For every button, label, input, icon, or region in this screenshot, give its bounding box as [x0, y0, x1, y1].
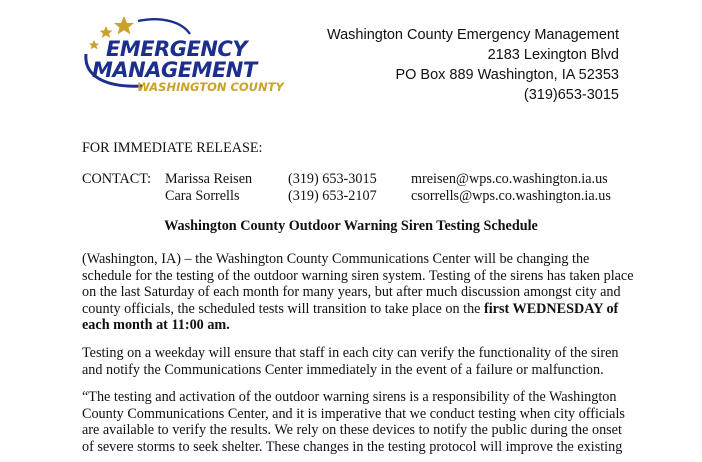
star-icon	[114, 16, 134, 35]
paragraph-line: (Washington, IA) – the Washington County Communications Center will be changing the	[82, 251, 590, 267]
org-name: Washington County Emergency Management	[326, 27, 619, 43]
organization-address	[327, 25, 619, 105]
contact-phone: (319) 653-2107	[288, 188, 377, 204]
contact-phone: (319) 653-3015	[288, 171, 377, 187]
logo-text-emergency: EMERGENCY	[106, 37, 248, 61]
release-notice: FOR IMMEDIATE RELEASE:	[82, 140, 263, 156]
contact-name: Marissa Reisen	[165, 171, 253, 187]
paragraph-line	[82, 301, 642, 318]
paragraph-line: “The testing and activation of the outdoor warning sirens is a responsibility of the Washington	[82, 389, 617, 405]
star-icon	[89, 40, 99, 49]
paragraph-line: on the last Saturday of each month for many years, but after much discussion amongst city and	[82, 284, 621, 301]
paragraph-text: county officials, the scheduled tests will transition to take place on the	[82, 300, 485, 317]
paragraph-line: are available to verify the results. We rely on these devices to notify the public during the onset	[82, 422, 622, 439]
emphasis-text: first WEDNESDAY of	[484, 300, 619, 317]
contact-email: csorrells@wps.co.washington.ia.us	[411, 188, 611, 204]
contact-email: mreisen@wps.co.washington.ia.us	[411, 171, 608, 187]
paragraph-intro	[82, 251, 642, 334]
paragraph-quote	[82, 389, 642, 455]
paragraph-line: and notify the Communications Center immediately in the event of a failure or malfunction.	[82, 361, 604, 378]
paragraph-line: schedule for the testing of the outdoor warning siren system. Testing of the sirens has taken place	[82, 267, 634, 284]
paragraph-line: County Communications Center, and it is imperative that we conduct testing when city officials	[82, 405, 625, 422]
org-phone: (319)653-3015	[523, 87, 619, 103]
emphasis-text: each month at 11:00 am.	[82, 317, 230, 334]
paragraph-line: of severe storms to seek shelter. These changes in the testing protocol will improve the existing	[82, 438, 623, 455]
paragraph-weekday	[82, 345, 642, 378]
contact-label: CONTACT:	[82, 171, 152, 187]
paragraph-line	[82, 317, 642, 334]
document-heading: Washington County Outdoor Warning Siren Testing Schedule	[164, 218, 538, 234]
org-street: 2183 Lexington Blvd	[487, 47, 619, 63]
org-pobox: PO Box 889 Washington, IA 52353	[395, 67, 619, 83]
contact-name: Cara Sorrells	[165, 188, 240, 204]
logo-text-management: MANAGEMENT	[92, 58, 257, 82]
logo-text-county: WASHINGTON COUNTY	[137, 80, 284, 94]
paragraph-line: Testing on a weekday will ensure that staff in each city can verify the functionality of the siren	[82, 345, 619, 361]
emergency-management-logo	[82, 14, 300, 96]
